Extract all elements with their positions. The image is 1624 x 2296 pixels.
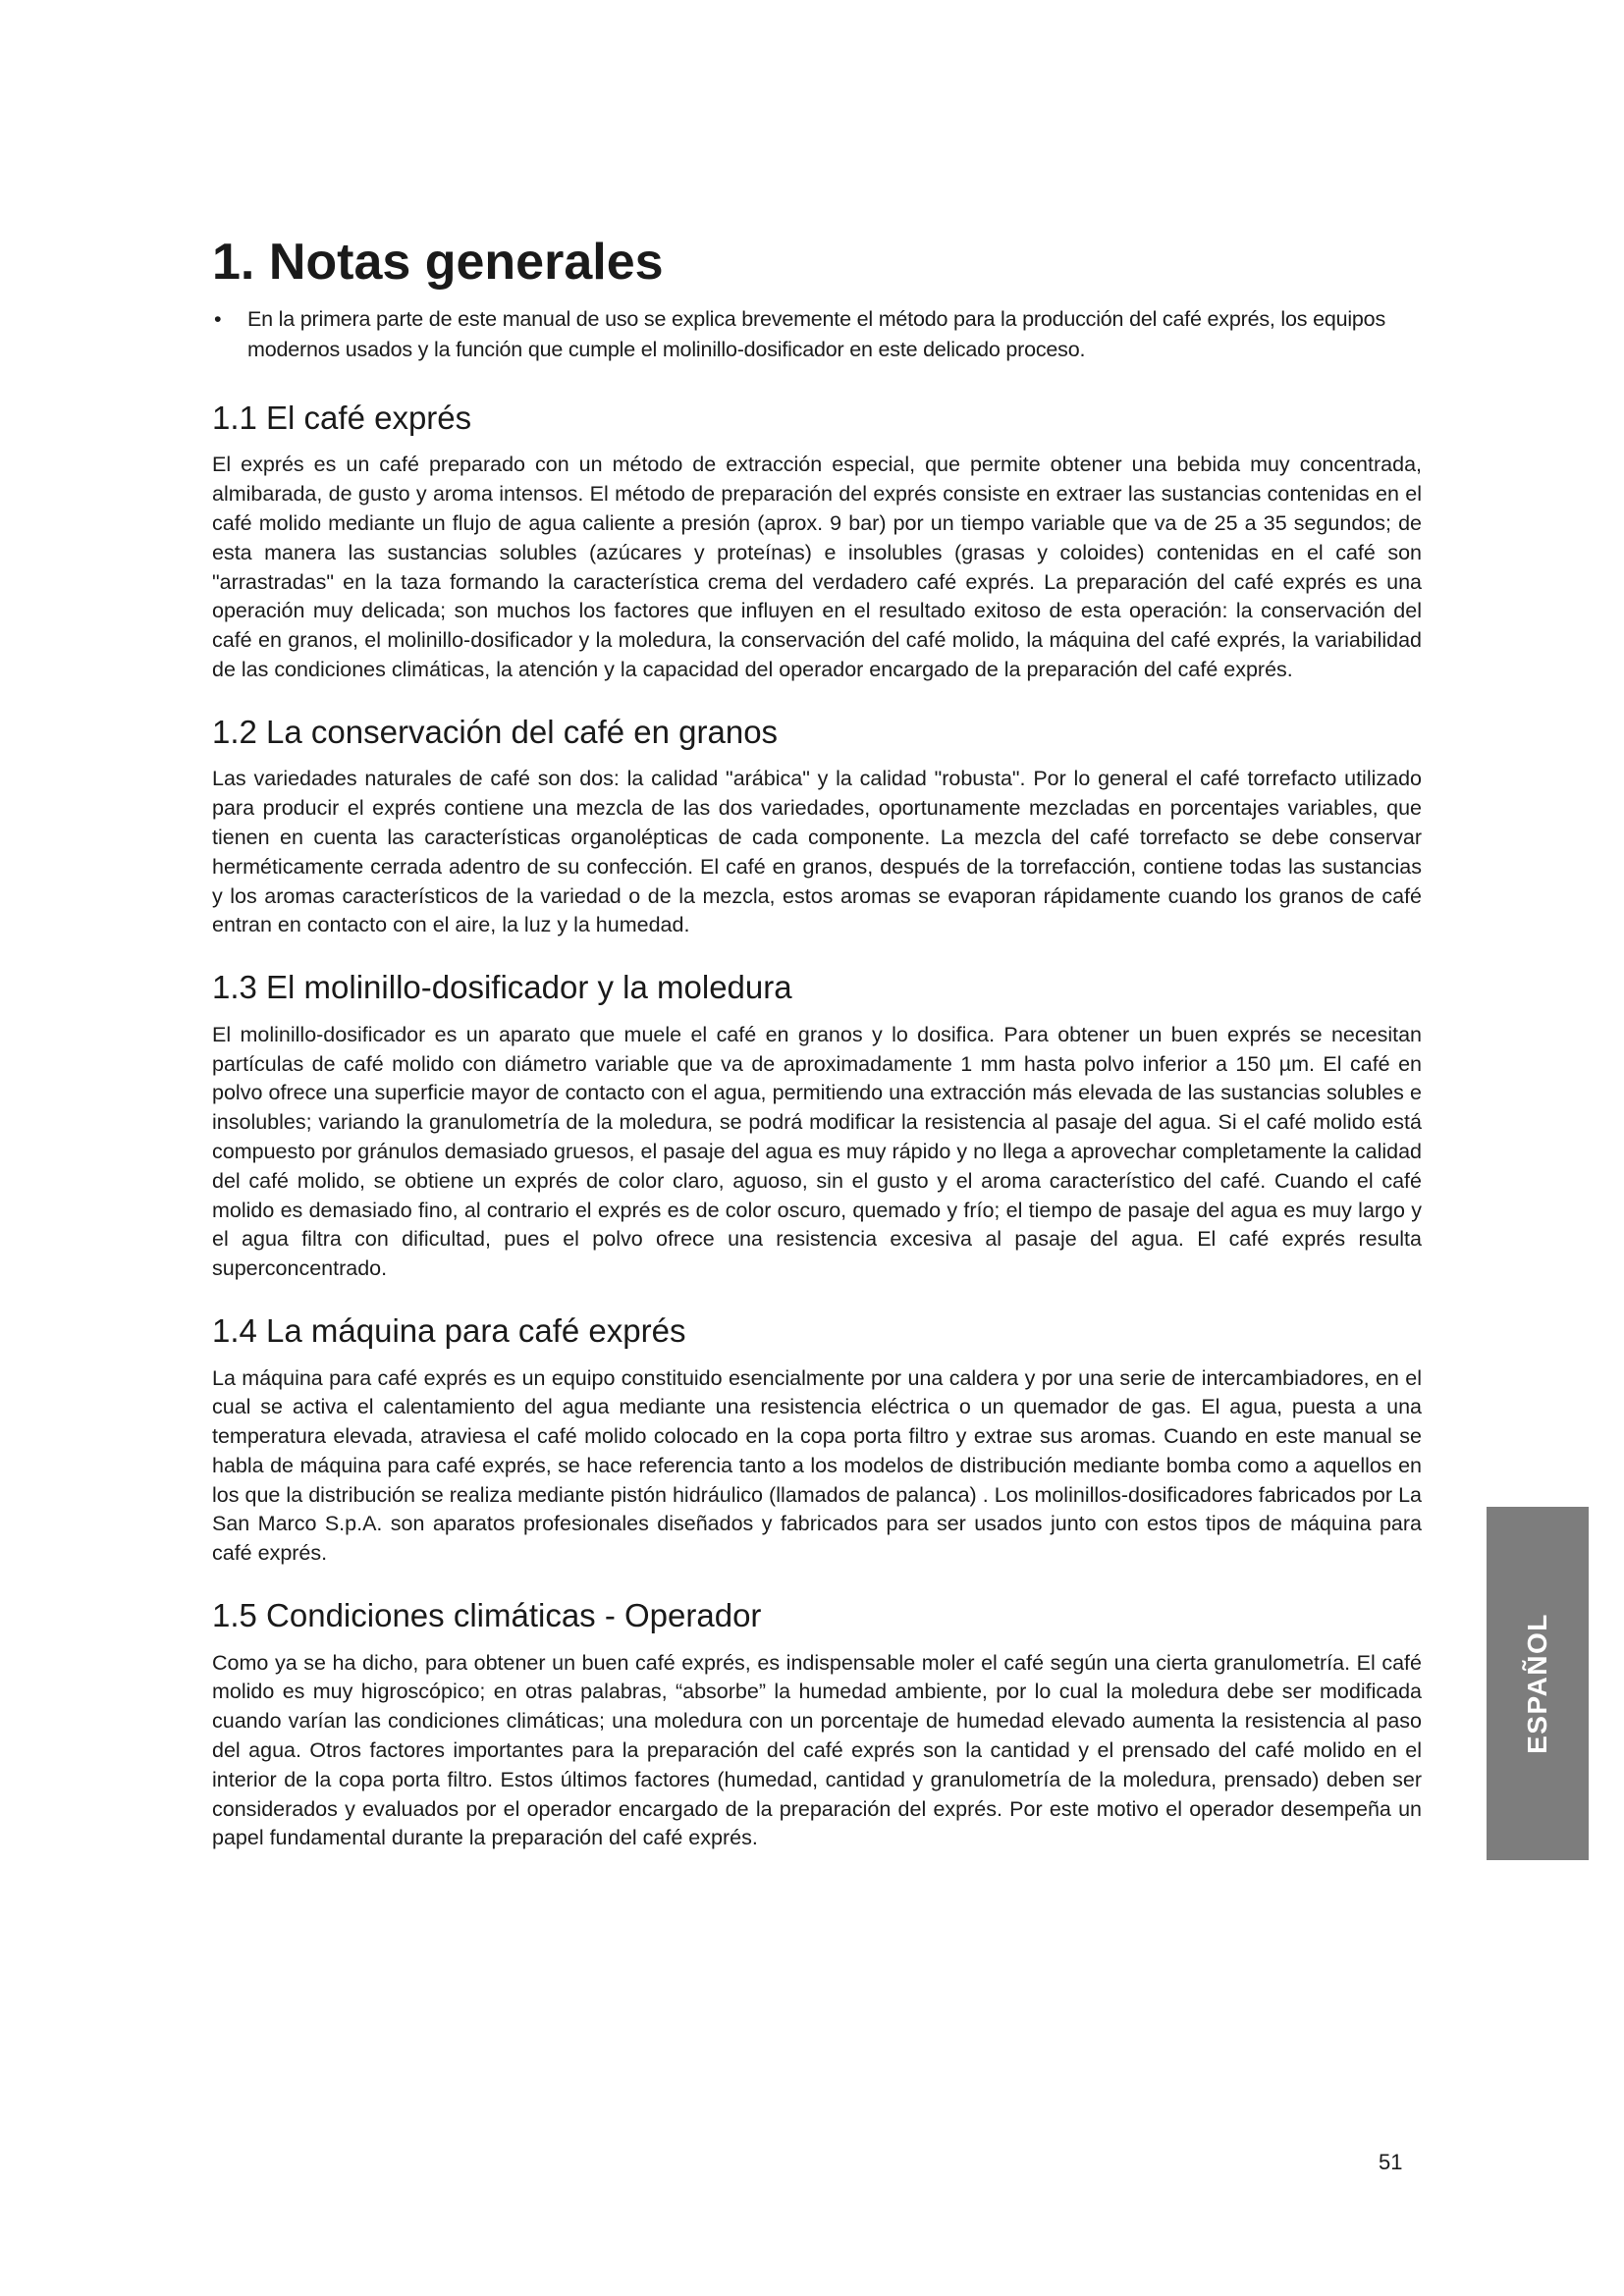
section-condiciones-operador [212,1596,1422,1853]
section-body: Las variedades naturales de café son dos: la calidad "arábica" y la calidad "robusta". Por lo general el café torrefacto utilizado para producir el exprés contiene una mezcla de las dos variedades, oportunamente mezcladas en porcentajes variables, que tienen en cuenta las características organolépticas de cada componente. La mezcla del café torrefacto se debe conservar herméticamente cerrada adentro de su confección. El café en granos, después de la torrefacción, contiene todas las sustancias y los aromas característicos de la variedad o de la mezcla, estos aromas se evaporan rápidamente cuando los granos de café entran en contacto con el aire, la luz y la humedad. [212,767,1422,937]
section-body: La máquina para café exprés es un equipo constituido esencialmente por una caldera y por una serie de intercambiadores, en el cual se activa el calentamiento del agua mediante una resistencia eléctrica o un quemador de gas. El agua, puesta a una temperatura elevada, atraviesa el café molido colocado en la copa porta filtro y extrae sus aromas. Cuando en este manual se habla de máquina para café exprés, se hace referencia tanto a los modelos de distribución mediante bomba como a aquellos en los que la distribución se realiza mediante pistón hidráulico (llamados de palanca) . Los molinillos-dosificadores fabricados por La San Marco S.p.A. son aparatos profesionales diseñados y fabricados para ser usados junto con estos tipos de máquina para café exprés. [212,1365,1422,1566]
section-body: El exprés es un café preparado con un método de extracción especial, que permite obtener una bebida muy concentrada, almibarada, de gusto y aroma intensos. El método de preparación del exprés consiste en extraer las sustancias contenidas en el café molido mediante un flujo de agua caliente a presión (aprox. 9 bar) por un tiempo variable que va de 25 a 35 segundos; de esta manera las sustancias solubles (azúcares y proteínas) e insolubles (grasas y coloides) contenidas en el café son "arrastradas" en la taza formando la característica crema del verdadero café exprés. La preparación del café exprés es una operación muy delicada; son muchos los factores que influyen en el resultado exitoso de esta operación: la conservación del café en granos, el molinillo-dosificador y la moledura, la conservación del café molido, la máquina del café exprés, la variabilidad de las condiciones climáticas, la atención y la capacidad del operador encargado de la preparación del café exprés. [212,453,1422,681]
section-title: 1.3 El molinillo-dosificador y la moledura [212,969,792,1006]
intro-bullet-item [212,304,1422,365]
section-molinillo-moledura [212,968,1422,1284]
page-content [212,234,1422,1881]
section-body: El molinillo-dosificador es un aparato que muele el café en granos y lo dosifica. Para obtener un buen exprés se necesitan partículas de café molido con diámetro variable que va de aproximadamente 1 mm hasta polvo inferior a 150 µm. El café en polvo ofrece una superficie mayor de contacto con el agua, permitiendo una extracción más elevada de las sustancias solubles e insolubles; variando la granulometría de la moledura, se podrá modificar la resistencia al pasaje del agua. Si el café molido está compuesto por gránulos demasiado gruesos, el pasaje del agua es muy rápido y no llega a aprovechar completamente la calidad del café molido, se obtiene un exprés de color claro, aguoso, sin el gusto y el aroma característico del café. Cuando el café molido es demasiado fino, al contrario el exprés es de color oscuro, quemado y frío; el tiempo de pasaje del agua es muy largo y el agua filtra con dificultad, pues el polvo ofrece una resistencia excesiva al pasaje del agua. El café exprés resulta superconcentrado. [212,1022,1422,1281]
page-number: 51 [1379,2150,1403,2174]
language-tab-label: ESPAÑOL [1522,1613,1552,1754]
section-title: 1.4 La máquina para café exprés [212,1311,686,1349]
intro-bullet-text: En la primera parte de este manual de uso se explica brevemente el método para la producción del café exprés, los equipos modernos usados y la función que cumple el molinillo-dosificador en este delicado proceso. [247,306,1385,361]
section-title: 1.2 La conservación del café en granos [212,713,779,750]
section-maquina-expres [212,1311,1422,1569]
language-side-tab [1487,1507,1589,1860]
section-conservacion-granos [212,713,1422,940]
section-title: 1.1 El café exprés [212,399,472,436]
page-title: 1. Notas generales [212,234,664,291]
section-title: 1.5 Condiciones climáticas - Operador [212,1597,762,1634]
section-body: Como ya se ha dicho, para obtener un buen café exprés, es indispensable moler el café según una cierta granulometría. El café molido es muy higroscópico; en otras palabras, “absorbe” la humedad ambiente, por lo cual la moledura debe ser modificada cuando varían las condiciones climáticas; una moledura con un porcentaje de humedad elevado aumenta la resistencia al paso del agua. Otros factores importantes para la preparación del café exprés son la cantidad y el prensado del café molido en el interior de la copa porta filtro. Estos últimos factores (humedad, cantidad y granulometría de la moledura, prensado) deben ser considerados y evaluados por el operador encargado de la preparación del exprés. Por este motivo el operador desempeña un papel fundamental durante la preparación del café exprés. [212,1650,1422,1850]
section-cafe-expres [212,399,1422,685]
bullet-icon: • [214,306,222,331]
intro-bullet-list [212,304,1422,365]
